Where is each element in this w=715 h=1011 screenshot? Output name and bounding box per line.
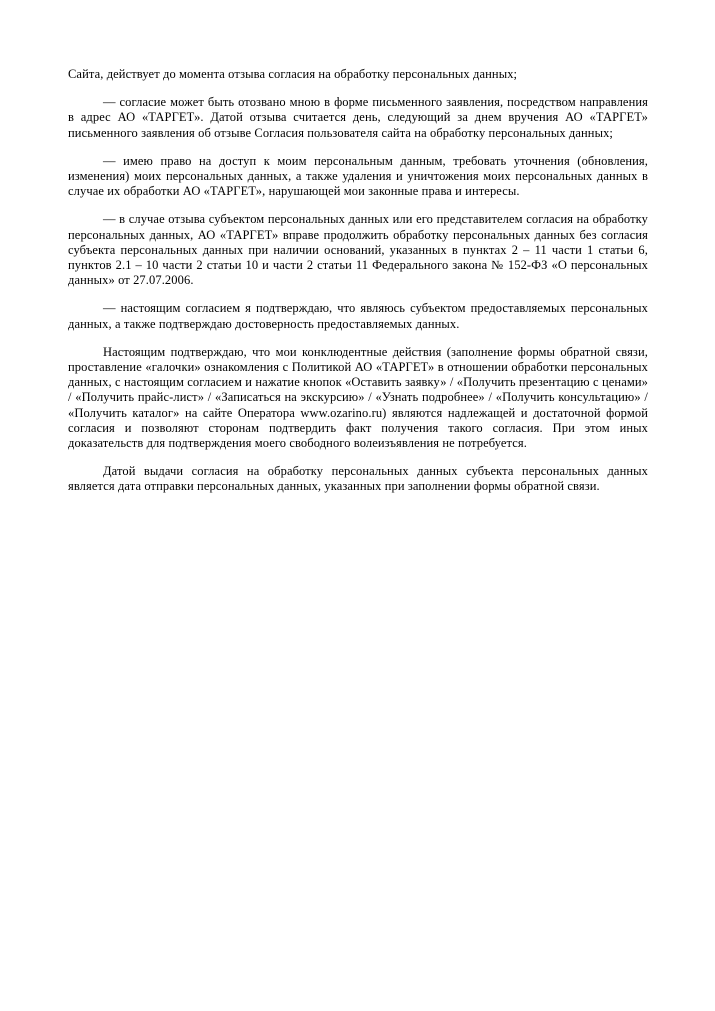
paragraph-continuation-site-clause: Сайта, действует до момента отзыва согласия на обработку персональных данных; (68, 67, 518, 81)
paragraph-clause-subject-confirmation: — настоящим согласием я подтверждаю, что являюсь субъектом предоставляемых персональных данных, а также подтверждаю достоверность предоставляемых данных. (68, 301, 648, 331)
consent-document-body (68, 67, 648, 495)
paragraph-conclusive-actions: Настоящим подтверждаю, что мои конклюдентные действия (заполнение формы обратной связи, проставление «галочки» ознакомления с Политикой АО «ТАРГЕТ» в отношении обработки персональных данных, с настоящим согласием и нажатие кнопок «Оставить заявку» / «Получить презентацию с ценами» / «Получить прайс-лист» / «Записаться на экскурсию» / «Узнать подробнее» / «Получить консультацию» / «Получить каталог» на сайте Оператора www.ozarino.ru) являются надлежащей и достаточной формой согласия и позволяют сторонам подтвердить факт получения такого согласия. При этом иных доказательств для подтверждения моего свободного волеизъявления не потребуется. (68, 344, 648, 451)
paragraph-clause-right-of-access: — имею право на доступ к моим персональным данным, требовать уточнения (обновления, изменения) моих персональных данных, а также удаления и уничтожения моих персональных данных в случае их обработки АО «ТАРГЕТ», нарушающей мои законные права и интересы. (68, 153, 648, 199)
paragraph-clause-processing-after-withdrawal: — в случае отзыва субъектом персональных данных или его представителем согласия на обработку персональных данных, АО «ТАРГЕТ» вправе продолжить обработку персональных данных без согласия субъекта персональных данных при наличии оснований, указанных в пунктах 2 – 11 части 1 статьи 6, пунктов 2.1 – 10 части 2 статьи 10 и части 2 статьи 11 Федерального закона № 152-ФЗ «О персональных данных» от 27.07.2006. (68, 212, 648, 288)
paragraph-clause-withdrawal-of-consent: — согласие может быть отозвано мною в форме письменного заявления, посредством направления в адрес АО «ТАРГЕТ». Датой отзыва считается день, следующий за днем вручения АО «ТАРГЕТ» письменного заявления об отзыве Согласия пользователя сайта на обработку персональных данных; (68, 95, 648, 140)
paragraph-consent-issue-date: Датой выдачи согласия на обработку персональных данных субъекта персональных данных является дата отправки персональных данных, указанных при заполнении формы обратной связи. (68, 464, 648, 494)
